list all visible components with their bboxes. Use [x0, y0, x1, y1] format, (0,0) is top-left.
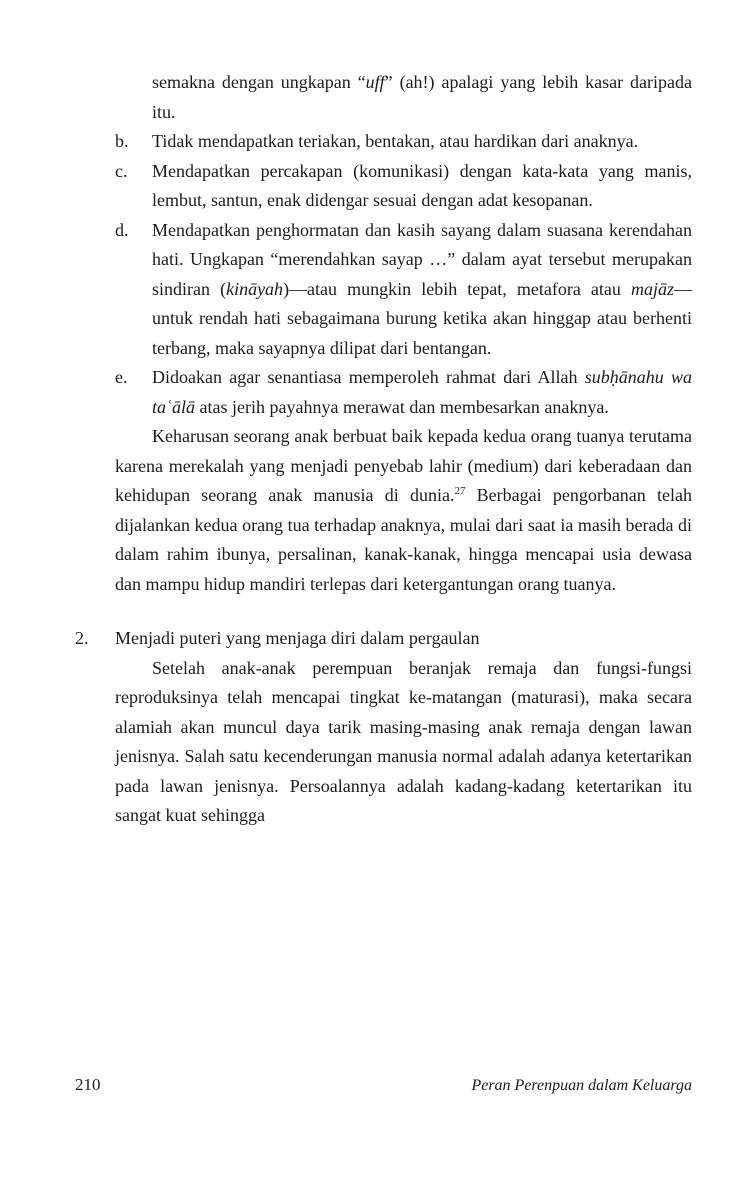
- italic-term-majaz: majāz: [630, 278, 674, 299]
- list-item-d-text-part: —untuk rendah hati sebagaimana burung ketika akan hinggap atau berhenti terbang, maka sayapnya dilipat dari bentangan.: [152, 278, 692, 358]
- list-item-b: [75, 127, 692, 157]
- list-item-d: [75, 216, 692, 364]
- list-item-d-label: d.: [115, 219, 129, 240]
- footnote-ref-27: 27: [454, 485, 466, 497]
- para-continuation-text: semakna dengan ungkapan “: [152, 72, 366, 92]
- list-item-e: [75, 363, 692, 422]
- section-2: [75, 624, 692, 654]
- running-title: Peran Perenpuan dalam Keluarga: [471, 1077, 692, 1094]
- italic-term-subhanahu: subḥānahu wa taʿālā: [152, 367, 692, 417]
- list-item-d-text: [152, 216, 692, 364]
- italic-term-uff: uff: [365, 72, 385, 92]
- text-block: [75, 68, 692, 831]
- list-item-e-text-part: atas jerih payahnya merawat dan membesarkan anaknya.: [195, 396, 609, 417]
- page-number: 210: [75, 1075, 101, 1094]
- para-keharusan-text-end: Berbagai pengorbanan telah dijalankan kedua orang tua terhadap anaknya, mulai dari saat ia masih berada di dalam rahim ibunya, persalinan, kanak-kanak, hingga mencapai usia dewasa dan mampu hidup mandiri terlepas dari ketergantungan orang tuanya.: [115, 485, 692, 594]
- list-item-e-label: e.: [115, 367, 128, 387]
- section-2-heading: Menjadi puteri yang menjaga diri dalam pergaulan: [115, 628, 480, 648]
- para-keharusan: [115, 422, 692, 599]
- italic-term-kinayah: kināyah: [226, 278, 284, 299]
- list-item-b-label: b.: [115, 131, 129, 151]
- list-item-e-text-part: Didoakan agar senantiasa memperoleh rahmat dari Allah: [152, 367, 585, 387]
- para-setelah: Setelah anak-anak perempuan beranjak remaja dan fungsi-fungsi reproduksinya telah mencapai tingkat ke-matangan (maturasi), maka secara alamiah akan muncul daya tarik masing-masing anak remaja dengan lawan jenisnya. Salah satu kecenderungan manusia normal adalah adanya ketertarikan pada lawan jenisnya. Persoalannya adalah kadang-kadang ketertarikan itu sangat kuat sehingga: [115, 657, 692, 825]
- para-keharusan-text: Keharusan seorang anak berbuat baik kepada kedua orang tuanya terutama karena merekalah yang menjadi penyebab lahir (medium) dari keberadaan dan kehidupan seorang anak manusia di dunia.: [115, 426, 692, 505]
- page-footer: [75, 1075, 692, 1095]
- list-item-c: [75, 157, 692, 216]
- list-item-b-text: Tidak mendapatkan teriakan, bentakan, atau hardikan dari anaknya.: [152, 131, 639, 151]
- para-continuation: [152, 68, 692, 127]
- list-item-c-text: Mendapatkan percakapan (komunikasi) dengan kata-kata yang manis, lembut, santun, enak didengar sesuai dengan adat kesopanan.: [152, 160, 692, 210]
- list-item-d-text-part: Mendapatkan penghormatan dan kasih sayang dalam suasana kerendahan hati. Ungkapan “merendahkan sayap …” dalam ayat tersebut merupakan sindiran (: [152, 219, 692, 299]
- section-2-number: 2.: [75, 628, 89, 648]
- list-item-e-text: [152, 363, 692, 422]
- para-continuation-text-end: ” (ah!) apalagi yang lebih kasar daripada itu.: [152, 72, 692, 122]
- list-item-d-text-part: )—atau mungkin lebih tepat, metafora atau: [283, 278, 631, 299]
- list-item-c-label: c.: [115, 160, 128, 181]
